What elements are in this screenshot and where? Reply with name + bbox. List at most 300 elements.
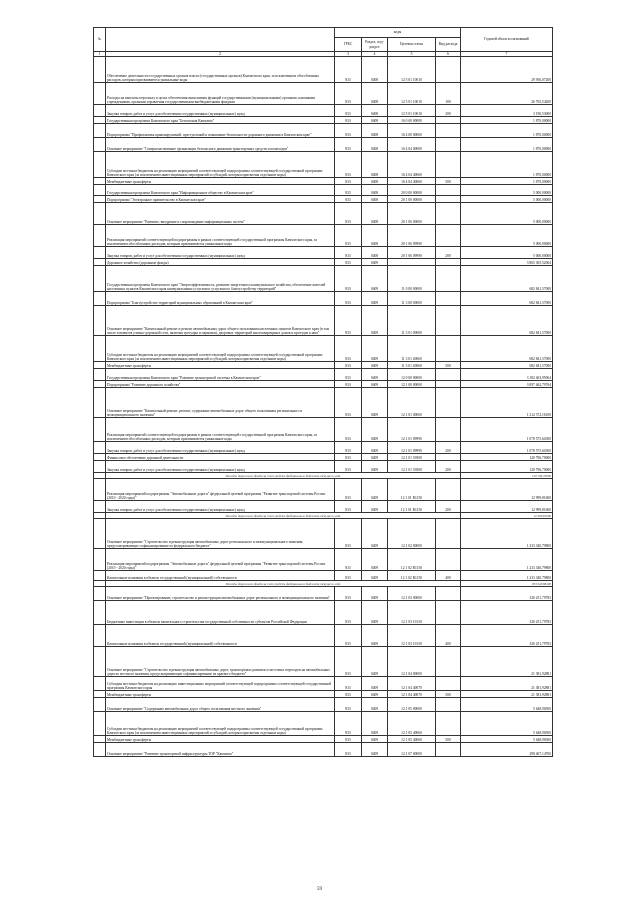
cell-number xyxy=(94,124,106,138)
table-row xyxy=(94,336,553,362)
cell-grbs: 833 xyxy=(335,178,362,185)
cell-expense-type xyxy=(436,185,461,196)
cell-amount: 3 865 305,52064 xyxy=(461,259,553,266)
table-row xyxy=(94,138,553,152)
cell-name: Реализация мероприятий подпрограммы "Автомобильные дороги" федеральной целевой программы "Развитие транспортной системы России (2010 - 2020 годы)" xyxy=(106,479,335,501)
cell-grbs: 833 xyxy=(335,388,362,418)
cell-number xyxy=(94,519,106,549)
cell-amount: 1 078 575,64500 xyxy=(461,418,553,442)
cell-amount: 1 870,00000 xyxy=(461,152,553,178)
cell-grbs: 833 xyxy=(335,549,362,571)
header-number: № xyxy=(94,28,106,52)
cell-section: 0408 xyxy=(362,178,388,185)
cell-grbs: 833 xyxy=(335,362,362,369)
cell-section: 0409 xyxy=(362,712,388,736)
cell-target-article: 20 1 06 09990 xyxy=(388,225,436,247)
cell-name: Основное мероприятие "Капитальный ремонт, ремонт, содержание автомобильных дорог общего пользования регионального и межмуниципального значения" xyxy=(106,388,335,418)
cell-number xyxy=(94,418,106,442)
cell-expense-type xyxy=(436,369,461,381)
cell-section: 0409 xyxy=(362,418,388,442)
cell-amount: 5 000,00000 xyxy=(461,196,553,203)
table-row xyxy=(94,549,553,571)
table-row xyxy=(94,57,553,83)
cell-name: Закупка товаров, работ и услуг для обеспечения государственных (муниципальных) нужд xyxy=(106,442,335,454)
table-row xyxy=(94,381,553,388)
table-row xyxy=(94,152,553,178)
header-num-3: 3 xyxy=(335,52,362,57)
table-row xyxy=(94,362,553,369)
cell-number xyxy=(94,712,106,736)
cell-expense-type xyxy=(436,587,461,601)
header-num-6: 6 xyxy=(436,52,461,57)
cell-amount: 3 097 462,79764 xyxy=(461,381,553,388)
cell-section: 0409 xyxy=(362,259,388,266)
cell-number xyxy=(94,336,106,362)
cell-target-article: 12 1 01 R1150 xyxy=(388,479,436,501)
cell-grbs: 833 xyxy=(335,461,362,473)
cell-expense-type xyxy=(436,117,461,124)
cell-name: Основное мероприятие "Совершенствование организации безопасного движения транспортных средств и пешеходов" xyxy=(106,138,335,152)
cell-name: Закупка товаров, работ и услуг для обеспечения государственных (муниципальных) нужд xyxy=(106,461,335,473)
table-row xyxy=(94,691,553,698)
cell-name: Государственная программа Камчатского края "Безопасная Камчатка" xyxy=(106,117,335,124)
cell-target-article: 16 4 04 00000 xyxy=(388,138,436,152)
cell-amount: 682 841,57000 xyxy=(461,336,553,362)
cell-expense-type xyxy=(436,152,461,178)
cell-grbs: 833 xyxy=(335,418,362,442)
table-row xyxy=(94,461,553,473)
cell-grbs: 833 xyxy=(335,625,362,647)
cell-amount: 5 000,00000 xyxy=(461,203,553,225)
cell-section: 0409 xyxy=(362,454,388,461)
table-row xyxy=(94,124,553,138)
cell-number xyxy=(94,105,106,117)
cell-name: Подпрограмма "Благоустройство территорий муниципальных образований в Камчатском крае" xyxy=(106,292,335,306)
cell-number xyxy=(94,369,106,381)
table-row xyxy=(94,306,553,336)
cell-grbs: 833 xyxy=(335,196,362,203)
cell-amount: 1 233 340,79800 xyxy=(461,571,553,581)
table-body xyxy=(94,57,553,757)
cell-expense-type xyxy=(436,698,461,712)
cell-amount: 1 233 340,79800 xyxy=(461,519,553,549)
cell-target-article: 12 1 03 10130 xyxy=(388,601,436,625)
cell-amount: 326 251,79783 xyxy=(461,601,553,625)
cell-target-article: 12 0 00 00000 xyxy=(388,369,436,381)
cell-grbs: 833 xyxy=(335,501,362,513)
table-row xyxy=(94,625,553,647)
table-row xyxy=(94,454,553,461)
cell-target-article: 16 4 00 00000 xyxy=(388,124,436,138)
table-row xyxy=(94,736,553,743)
cell-grbs: 833 xyxy=(335,185,362,196)
cell-grbs: 833 xyxy=(335,454,362,461)
cell-name: Основное мероприятие "Развитие, внедрение и сопровождение информационных систем" xyxy=(106,203,335,225)
cell-number xyxy=(94,292,106,306)
cell-name: Капитальные вложения в объекты государственной (муниципальной) собственности xyxy=(106,625,335,647)
table-row xyxy=(94,647,553,677)
cell-name: Субсидии местным бюджетам на реализацию мероприятий соответствующей подпрограммы соответствующей государственной программы Камчатского края (за исключением инвестиционных мероприятий и субсидий, которым присвоены отдельные коды) xyxy=(106,712,335,736)
cell-name: Подпрограмма "Развитие дорожного хозяйства" xyxy=(106,381,335,388)
cell-name: Реализация мероприятий соответствующей подпрограммы в рамках соответствующей государственной программы Камчатского края, за исключением обособленных расходов, которым присваиваются уникальные коды xyxy=(106,418,335,442)
cell-target-article: 12 1 05 00000 xyxy=(388,698,436,712)
table-row xyxy=(94,247,553,259)
header-grbs: ГРБС xyxy=(335,38,362,52)
header-num-4: 4 xyxy=(362,52,388,57)
cell-target-article: 12 1 01 09990 xyxy=(388,418,436,442)
cell-expense-type xyxy=(436,381,461,388)
cell-grbs: 833 xyxy=(335,105,362,117)
cell-target-article: 12 5 01 10010 xyxy=(388,105,436,117)
cell-section: 0409 xyxy=(362,691,388,698)
cell-number xyxy=(94,736,106,743)
cell-section: 0409 xyxy=(362,292,388,306)
cell-target-article: 12 1 04 40070 xyxy=(388,677,436,691)
cell-expense-type xyxy=(436,203,461,225)
cell-grbs: 833 xyxy=(335,117,362,124)
cell-name: Реализация мероприятий подпрограммы "Автомобильные дороги" федеральной целевой программы "Развитие транспортной системы России (2010 - 2020 годы)" xyxy=(106,549,335,571)
cell-number xyxy=(94,442,106,454)
cell-grbs: 833 xyxy=(335,571,362,581)
cell-section: 0409 xyxy=(362,388,388,418)
cell-grbs: 833 xyxy=(335,712,362,736)
cell-section: 0409 xyxy=(362,442,388,454)
cell-name: Межбюджетные трансферты xyxy=(106,736,335,743)
cell-expense-type xyxy=(436,138,461,152)
cell-number xyxy=(94,362,106,369)
cell-grbs: 833 xyxy=(335,442,362,454)
table-row xyxy=(94,677,553,691)
cell-name: Обеспечение деятельности государственных органов власти (государственных органов) Камчатского края, за исключением обособленных расходов, которым присваиваются уникальные коды xyxy=(106,57,335,83)
cell-section: 0409 xyxy=(362,381,388,388)
cell-section: 0409 xyxy=(362,587,388,601)
cell-expense-type xyxy=(436,519,461,549)
cell-section: 0409 xyxy=(362,336,388,362)
cell-section: 0409 xyxy=(362,647,388,677)
table-row xyxy=(94,442,553,454)
cell-target-article: 11 3 01 00000 xyxy=(388,306,436,336)
cell-grbs: 833 xyxy=(335,736,362,743)
cell-number xyxy=(94,625,106,647)
cell-section: 0409 xyxy=(362,461,388,473)
cell-expense-type: 500 xyxy=(436,691,461,698)
cell-grbs: 833 xyxy=(335,247,362,259)
table-row xyxy=(94,418,553,442)
cell-amount: 5 000,00000 xyxy=(461,225,553,247)
cell-amount: 1 870,00000 xyxy=(461,124,553,138)
cell-target-article: 12 1 00 00000 xyxy=(388,381,436,388)
cell-name: Подпрограмма "Профилактика правонарушений, преступлений и повышение безопасности дорожного движения в Камчатском крае" xyxy=(106,124,335,138)
cell-section: 0409 xyxy=(362,571,388,581)
cell-grbs: 833 xyxy=(335,369,362,381)
cell-name: Основное мероприятие "Проектирование, строительство и реконструкция автомобильных дорог регионального и межмуниципального значения" xyxy=(106,587,335,601)
cell-grbs: 833 xyxy=(335,306,362,336)
cell-section: 0408 xyxy=(362,185,388,196)
cell-number xyxy=(94,601,106,625)
cell-amount: 120 796,70000 xyxy=(461,461,553,473)
cell-number xyxy=(94,259,106,266)
cell-section: 0408 xyxy=(362,203,388,225)
cell-expense-type xyxy=(436,479,461,501)
table-row xyxy=(94,601,553,625)
cell-expense-type: 500 xyxy=(436,362,461,369)
cell-name: Межбюджетные трансферты xyxy=(106,362,335,369)
table-row xyxy=(94,501,553,513)
cell-amount: 682 841,57000 xyxy=(461,362,553,369)
cell-target-article: 12 1 01 53900 xyxy=(388,454,436,461)
cell-grbs: 833 xyxy=(335,83,362,105)
cell-name: Подпрограмма "Электронное правительство в Камчатском крае" xyxy=(106,196,335,203)
cell-section: 0408 xyxy=(362,247,388,259)
cell-number xyxy=(94,178,106,185)
page-number: 59 xyxy=(317,887,322,892)
cell-number xyxy=(94,501,106,513)
cell-section: 0408 xyxy=(362,138,388,152)
table-row xyxy=(94,743,553,757)
cell-section: 0409 xyxy=(362,362,388,369)
cell-target-article: 12 1 01 00000 xyxy=(388,388,436,418)
cell-target-article: 11 3 01 40060 xyxy=(388,362,436,369)
cell-grbs: 833 xyxy=(335,691,362,698)
cell-amount: 3 190,53000 xyxy=(461,105,553,117)
cell-target-article: 12 1 02 00000 xyxy=(388,519,436,549)
cell-name: Основное мероприятие "Строительство и реконструкция автомобильных дорог регионального и межмуниципального значения, предусматривающие софинансирование из федерального бюджета" xyxy=(106,519,335,549)
cell-expense-type xyxy=(436,196,461,203)
cell-number xyxy=(94,743,106,757)
cell-section: 0408 xyxy=(362,117,388,124)
cell-expense-type xyxy=(436,336,461,362)
cell-number xyxy=(94,677,106,691)
cell-section: 0409 xyxy=(362,743,388,757)
cell-grbs: 833 xyxy=(335,259,362,266)
cell-target-article: 20 1 00 00000 xyxy=(388,196,436,203)
cell-number xyxy=(94,691,106,698)
header-num-1: 1 xyxy=(94,52,106,57)
cell-target-article: 12 1 04 40070 xyxy=(388,691,436,698)
cell-name: Реализация мероприятий соответствующей подпрограммы в рамках соответствующей государственной программы Камчатского края, за исключением обособленных расходов, которым присваиваются уникальные коды xyxy=(106,225,335,247)
cell-expense-type: 400 xyxy=(436,625,461,647)
cell-grbs: 833 xyxy=(335,698,362,712)
header-num-2: 2 xyxy=(106,52,335,57)
table-row xyxy=(94,83,553,105)
cell-target-article: 12 1 03 10130 xyxy=(388,625,436,647)
cell-amount: 5 648,96500 xyxy=(461,698,553,712)
cell-expense-type xyxy=(436,57,461,83)
cell-number xyxy=(94,138,106,152)
cell-expense-type xyxy=(436,388,461,418)
cell-amount: 1 870,00000 xyxy=(461,138,553,152)
cell-amount: 1 870,00000 xyxy=(461,178,553,185)
cell-target-article: 16 4 04 40060 xyxy=(388,152,436,178)
cell-section: 0408 xyxy=(362,124,388,138)
cell-amount: 682 841,57000 xyxy=(461,266,553,292)
cell-name: Основное мероприятие "Капитальный ремонт и ремонт автомобильных дорог общего пользования населенных пунктов Камчатского края (в том числе элементов улично-дорожной сети, включая тротуары и парковки), дворовых территорий многоквартирных домов и проездов к ним" xyxy=(106,306,335,336)
cell-target-article: 16 0 00 00000 xyxy=(388,117,436,124)
cell-target-article: 11 3 00 00000 xyxy=(388,292,436,306)
cell-number xyxy=(94,152,106,178)
cell-number xyxy=(94,461,106,473)
table-row xyxy=(94,587,553,601)
table-row xyxy=(94,117,553,124)
cell-number xyxy=(94,247,106,259)
table-row xyxy=(94,571,553,581)
note-amount: 12 999,81600 xyxy=(461,513,553,519)
cell-number xyxy=(94,479,106,501)
cell-amount: 120 796,70000 xyxy=(461,454,553,461)
cell-amount: 26 765,54200 xyxy=(461,83,553,105)
cell-amount: 682 841,57000 xyxy=(461,306,553,336)
cell-name: Закупка товаров, работ и услуг для обеспечения государственных (муниципальных) нужд xyxy=(106,501,335,513)
cell-expense-type xyxy=(436,306,461,336)
cell-grbs: 833 xyxy=(335,519,362,549)
cell-section: 0408 xyxy=(362,105,388,117)
table-row xyxy=(94,185,553,196)
cell-grbs: 833 xyxy=(335,225,362,247)
cell-amount: 12 999,81600 xyxy=(461,479,553,501)
cell-amount: 21 381,92881 xyxy=(461,647,553,677)
cell-grbs: 833 xyxy=(335,677,362,691)
cell-number xyxy=(94,647,106,677)
cell-target-article: 12 1 02 R1150 xyxy=(388,571,436,581)
table-row xyxy=(94,698,553,712)
cell-number xyxy=(94,587,106,601)
cell-section: 0409 xyxy=(362,736,388,743)
cell-expense-type xyxy=(436,454,461,461)
document-page xyxy=(93,27,552,757)
cell-target-article: 12 1 05 40060 xyxy=(388,712,436,736)
cell-name: Закупка товаров, работ и услуг для обеспечения государственных (муниципальных) нужд xyxy=(106,247,335,259)
cell-name: Субсидии местным бюджетам на реализацию инвестиционных мероприятий соответствующей подпрограммы соответствующей государственной программы Камчатского края xyxy=(106,677,335,691)
cell-section: 0409 xyxy=(362,625,388,647)
cell-grbs: 833 xyxy=(335,479,362,501)
cell-section: 0409 xyxy=(362,601,388,625)
cell-expense-type xyxy=(436,712,461,736)
cell-target-article: 20 1 06 09990 xyxy=(388,247,436,259)
cell-name: Государственная программа Камчатского края "Развитие транспортной системы в Камчатском крае" xyxy=(106,369,335,381)
cell-section: 0408 xyxy=(362,196,388,203)
cell-grbs: 833 xyxy=(335,57,362,83)
cell-amount: 12 999,81600 xyxy=(461,501,553,513)
cell-amount: 298 467,14700 xyxy=(461,743,553,757)
cell-expense-type xyxy=(436,743,461,757)
cell-target-article: 12 5 01 10010 xyxy=(388,57,436,83)
cell-name: Государственная программа Камчатского края "Информационное общество в Камчатском крае" xyxy=(106,185,335,196)
cell-number xyxy=(94,549,106,571)
cell-name: Межбюджетные трансферты xyxy=(106,178,335,185)
cell-expense-type xyxy=(436,647,461,677)
cell-name: Финансовое обеспечение дорожной деятельности xyxy=(106,454,335,461)
cell-section: 0408 xyxy=(362,57,388,83)
header-num-5: 5 xyxy=(388,52,436,57)
cell-section: 0409 xyxy=(362,266,388,292)
cell-amount: 3 182 463,95064 xyxy=(461,369,553,381)
cell-target-article: 12 1 05 40060 xyxy=(388,736,436,743)
cell-number xyxy=(94,571,106,581)
table-row xyxy=(94,225,553,247)
cell-section: 0409 xyxy=(362,369,388,381)
cell-expense-type xyxy=(436,266,461,292)
cell-number xyxy=(94,266,106,292)
table-row xyxy=(94,712,553,736)
cell-section: 0408 xyxy=(362,152,388,178)
cell-number xyxy=(94,698,106,712)
cell-target-article: 12 1 04 00000 xyxy=(388,647,436,677)
cell-expense-type: 100 xyxy=(436,83,461,105)
header-target-article: Целевая статья xyxy=(388,38,436,52)
cell-target-article: 11 0 00 00000 xyxy=(388,266,436,292)
table-row xyxy=(94,292,553,306)
cell-number xyxy=(94,57,106,83)
cell-expense-type xyxy=(436,418,461,442)
cell-grbs: 833 xyxy=(335,647,362,677)
cell-grbs: 833 xyxy=(335,124,362,138)
cell-target-article: 20 0 00 00000 xyxy=(388,185,436,196)
cell-name: Закупка товаров, работ и услуг для обеспечения государственных (муниципальных) нужд xyxy=(106,105,335,117)
cell-expense-type: 200 xyxy=(436,105,461,117)
header-expense-type: Вид расхода xyxy=(436,38,461,52)
cell-target-article: 16 4 04 40060 xyxy=(388,178,436,185)
cell-section: 0409 xyxy=(362,677,388,691)
cell-section: 0409 xyxy=(362,698,388,712)
cell-number xyxy=(94,203,106,225)
cell-number xyxy=(94,388,106,418)
cell-grbs: 833 xyxy=(335,266,362,292)
cell-target-article: 11 3 01 40060 xyxy=(388,336,436,362)
cell-grbs: 833 xyxy=(335,203,362,225)
cell-name: Субсидии местным бюджетам на реализацию мероприятий соответствующей подпрограммы соответствующей государственной программы Камчатского края (за исключением инвестиционных мероприятий и субсидий, которым присвоены отдельные коды) xyxy=(106,152,335,178)
cell-section: 0408 xyxy=(362,225,388,247)
table-row xyxy=(94,105,553,117)
cell-name: Основное мероприятие "Строительство и реконструкция автомобильных дорог, транспортных развязок и мостовых переходов на автомобильных дорогах местного значения, предусматривающие софинансирование из краевого бюджета" xyxy=(106,647,335,677)
table-row xyxy=(94,479,553,501)
cell-name: Дорожное хозяйство (дорожные фонды) xyxy=(106,259,335,266)
cell-name: Капитальные вложения в объекты государственной (муниципальной) собственности xyxy=(106,571,335,581)
cell-target-article: 12 1 03 00000 xyxy=(388,587,436,601)
note-amount: 120 796,70000 xyxy=(461,473,553,479)
cell-section: 0409 xyxy=(362,306,388,336)
cell-grbs: 833 xyxy=(335,292,362,306)
cell-expense-type: 400 xyxy=(436,571,461,581)
cell-amount: 29 956,07200 xyxy=(461,57,553,83)
cell-name: Субсидии местным бюджетам на реализацию мероприятий соответствующей подпрограммы соответствующей государственной программы Камчатского края (за исключением инвестиционных мероприятий и субсидий, которым присвоены отдельные коды) xyxy=(106,336,335,362)
cell-amount: 21 381,92881 xyxy=(461,677,553,691)
cell-expense-type: 200 xyxy=(436,247,461,259)
cell-expense-type xyxy=(436,259,461,266)
cell-number xyxy=(94,306,106,336)
cell-grbs: 833 xyxy=(335,336,362,362)
cell-section: 0409 xyxy=(362,519,388,549)
cell-name: Расходы на выплаты персоналу в целях обеспечения выполнения функций государственными (муниципальными) органами, казенными учреждениями, органами управления государственными внебюджетными фондами xyxy=(106,83,335,105)
cell-expense-type: 500 xyxy=(436,178,461,185)
cell-number xyxy=(94,225,106,247)
cell-expense-type: 500 xyxy=(436,736,461,743)
cell-grbs: 833 xyxy=(335,743,362,757)
table-row xyxy=(94,369,553,381)
cell-expense-type xyxy=(436,124,461,138)
cell-grbs: 833 xyxy=(335,587,362,601)
cell-section: 0408 xyxy=(362,83,388,105)
cell-expense-type: 200 xyxy=(436,501,461,513)
cell-number xyxy=(94,117,106,124)
cell-expense-type: 200 xyxy=(436,442,461,454)
cell-target-article: 12 1 02 R1150 xyxy=(388,549,436,571)
cell-grbs: 833 xyxy=(335,601,362,625)
note-text: Расходы дорожного фонда за счет средств федерального бюджета текущего года xyxy=(106,513,461,519)
cell-amount: 1 212 372,16100 xyxy=(461,388,553,418)
budget-table xyxy=(93,27,553,757)
table-row xyxy=(94,196,553,203)
cell-amount: 5 648,96500 xyxy=(461,736,553,743)
